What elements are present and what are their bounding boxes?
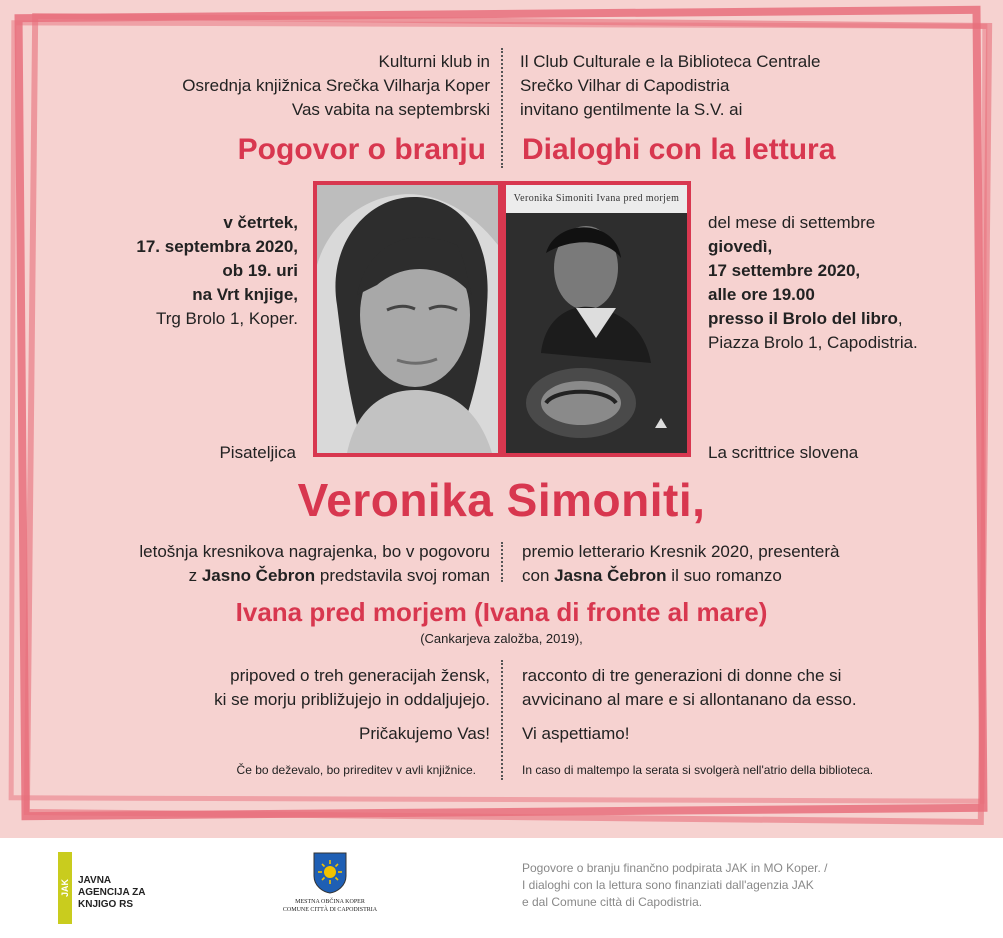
address-it: Piazza Brolo 1, Capodistria.	[708, 333, 918, 352]
description-sl-line: pripoved o treh generacijah žensk,	[230, 666, 490, 685]
funding-note-line: I dialoghi con la lettura sono finanziati dall'agenzia JAK	[522, 878, 814, 892]
author-name: Veronika Simoniti,	[297, 474, 706, 526]
description-it	[522, 664, 982, 712]
jak-logo-letters: JAK	[60, 879, 70, 898]
funding-note-line: e dal Comune città di Capodistria.	[522, 895, 703, 909]
event-title-it: Dialoghi con la lettura	[522, 133, 836, 166]
moderator-name-sl: Jasno Čebron	[201, 566, 316, 585]
crest-line: COMUNE CITTÀ DI CAPODISTRIA	[282, 907, 378, 913]
funding-note-line: Pogovore o branju finančno podpirata JAK in MO Koper. /	[522, 861, 828, 875]
organizers-sl-line: Osrednja knjižnica Srečka Vilharja Koper	[182, 76, 490, 95]
funding-note	[522, 860, 992, 911]
author-label-it: La scrittrice slovena	[708, 443, 859, 462]
event-details-sl	[60, 211, 298, 331]
event-title-sl: Pogovor o branju	[237, 133, 486, 166]
address-sl: Trg Brolo 1, Koper.	[155, 309, 298, 328]
intro-it-text: con	[522, 566, 555, 585]
novel-publisher: (Cankarjeva založba, 2019),	[420, 631, 583, 646]
koper-crest-icon	[313, 852, 347, 894]
date-sl: 17. septembra 2020,	[136, 237, 298, 256]
time-it: alle ore 19.00	[708, 285, 815, 304]
column-divider	[501, 48, 503, 168]
jak-logo-line: JAVNA	[78, 875, 112, 886]
book-cover	[502, 181, 691, 457]
description-it-line: racconto di tre generazioni di donne che si	[522, 666, 842, 685]
time-sl: ob 19. uri	[222, 261, 298, 280]
book-cover-image-icon	[506, 213, 687, 453]
day-it: giovedì,	[708, 237, 773, 256]
author-photo	[313, 181, 502, 457]
description-sl-line: ki se morju približujejo in oddaljujejo.	[214, 690, 490, 709]
intro-it-text: il suo romanzo	[666, 566, 782, 585]
venue-sl: na Vrt knjige,	[192, 285, 298, 304]
organizers-sl-line: Kulturni klub in	[378, 52, 490, 71]
month-it: del mese di settembre	[708, 213, 876, 232]
venue-it: presso il Brolo del libro	[708, 309, 898, 328]
rain-notice-sl: Če bo deževalo, bo prireditev v avli knjižnice.	[236, 763, 476, 777]
author-label-sl: Pisateljica	[219, 443, 296, 462]
organizers-it-line: Il Club Culturale e la Biblioteca Centrale	[520, 52, 821, 71]
koper-crest-text	[260, 898, 400, 914]
organizers-it	[520, 50, 960, 122]
intro-sl	[40, 540, 490, 588]
description-sl	[40, 664, 490, 712]
novel-title: Ivana pred morjem (Ivana di fronte al mare)	[235, 597, 768, 627]
author-portrait-icon	[317, 185, 498, 453]
intro-sl-line: letošnja kresnikova nagrajenka, bo v pogovoru	[139, 542, 490, 561]
jak-logo-line: KNJIGO RS	[78, 899, 134, 910]
closing-sl: Pričakujemo Vas!	[358, 724, 490, 743]
event-details-it	[708, 211, 988, 355]
organizers-sl	[60, 50, 490, 122]
column-divider	[501, 660, 503, 780]
intro-sl-text: predstavila svoj roman	[315, 566, 490, 585]
column-divider	[501, 542, 503, 582]
crest-line: MESTNA OBČINA KOPER	[295, 899, 365, 905]
rain-notice-it: In caso di maltempo la serata si svolgerà nell'atrio della biblioteca.	[522, 763, 874, 777]
day-sl: v četrtek,	[223, 213, 298, 232]
closing-it: Vi aspettiamo!	[522, 724, 630, 743]
description-it-line: avvicinano al mare e si allontanano da esso.	[522, 690, 857, 709]
jak-logo-line: AGENCIJA ZA	[78, 887, 146, 898]
book-cover-title: Veronika Simoniti Ivana pred morjem	[506, 185, 687, 213]
moderator-name-it: Jasna Čebron	[554, 566, 667, 585]
intro-it-line: premio letterario Kresnik 2020, presenterà	[522, 542, 840, 561]
jak-logo-text	[78, 875, 145, 911]
organizers-sl-line: Vas vabita na septembrski	[291, 100, 490, 119]
organizers-it-line: Srečko Vilhar di Capodistria	[520, 76, 730, 95]
organizers-it-line: invitano gentilmente la S.V. ai	[520, 100, 743, 119]
date-it: 17 settembre 2020,	[708, 261, 861, 280]
venue-it-comma: ,	[897, 309, 903, 328]
intro-sl-text: z	[188, 566, 202, 585]
intro-it	[522, 540, 972, 588]
